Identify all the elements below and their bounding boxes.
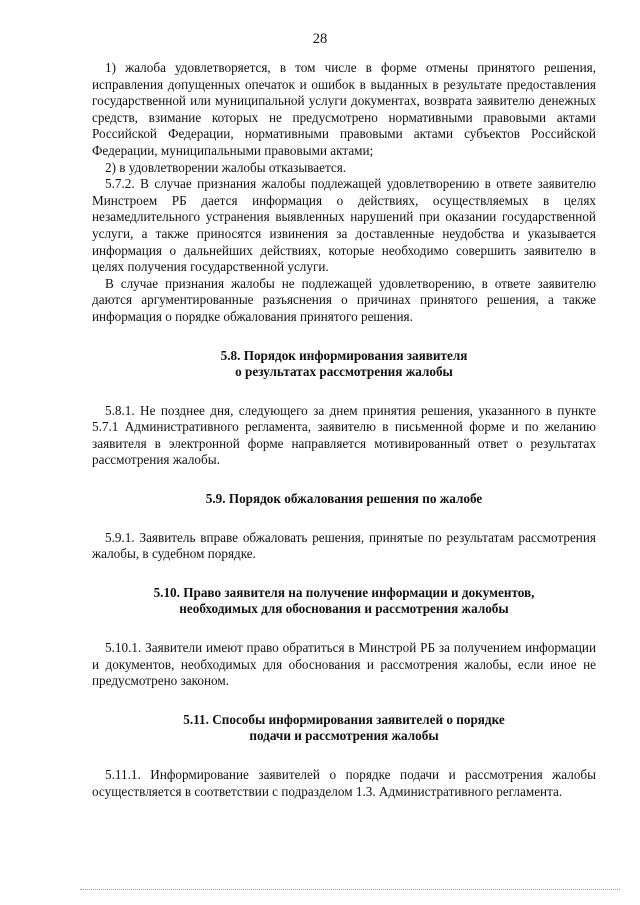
section-heading-5-10 xyxy=(92,585,596,618)
paragraph-5-10-1: 5.10.1. Заявители имеют право обратиться в Минстрой РБ за получением информации и документов, необходимых для обоснования и рассмотрения жалобы, если иное не предусмотрено законом. xyxy=(92,640,596,689)
document-body xyxy=(92,60,596,800)
section-title-line: 5.9. Порядок обжалования решения по жалобе xyxy=(205,491,483,507)
paragraph-complaint-rejected: 2) в удовлетворении жалобы отказывается. xyxy=(105,159,347,175)
section-title-line: 5.8. Порядок информирования заявителя xyxy=(220,347,468,363)
scan-edge-line xyxy=(80,889,620,890)
paragraph-not-satisfied: В случае признания жалобы не подлежащей удовлетворению, в ответе заявителю даются аргументированные разъяснения о причинах принятого решения, а также информация о порядке обжалования принятого решения. xyxy=(92,275,596,324)
paragraph-5-8-1: 5.8.1. Не позднее дня, следующего за днем принятия решения, указанного в пункте 5.7.1 Административного регламента, заявителю в письменной форме и по желанию заявителя в электронной форме направляется мотивированный ответ о результатах рассмотрения жалобы. xyxy=(92,402,596,468)
paragraph-complaint-satisfied: 1) жалоба удовлетворяется, в том числе в форме отмены принятого решения, исправления допущенных опечаток и ошибок в выданных в результате предоставления государственной или муниципальной услуги документах, возврата заявителю денежных средств, взимание которых не предусмотрено нормативными правовыми актами Российской Федерации, нормативными правовыми актами субъектов Российской Федерации, муниципальными правовыми актами; xyxy=(92,60,596,158)
section-heading-5-8 xyxy=(92,348,596,381)
page-number: 28 xyxy=(312,31,328,47)
section-title-line: необходимых для обоснования и рассмотрения жалобы xyxy=(179,601,509,617)
section-title-line: 5.10. Право заявителя на получение информации и документов, xyxy=(153,584,535,600)
section-title-line: о результатах рассмотрения жалобы xyxy=(235,364,453,380)
section-title-line: подачи и рассмотрения жалобы xyxy=(249,728,439,744)
section-heading-5-9 xyxy=(92,491,596,508)
section-title-line: 5.11. Способы информирования заявителей о порядке xyxy=(183,711,505,727)
paragraph-5-7-2: 5.7.2. В случае признания жалобы подлежащей удовлетворению в ответе заявителю Минстроем РБ дается информация о действиях, осуществляемых в целях незамедлительного устранения выявленных нарушений при оказании государственной услуги, а также приносятся извинения за доставленные неудобства и указывается информация о дальнейших действиях, которые необходимо совершить заявителю в целях получения государственной услуги. xyxy=(92,176,596,275)
paragraph-5-11-1: 5.11.1. Информирование заявителей о порядке подачи и рассмотрения жалобы осуществляется в соответствии с подразделом 1.3. Административного регламента. xyxy=(92,767,596,799)
paragraph-5-9-1: 5.9.1. Заявитель вправе обжаловать решения, принятые по результатам рассмотрения жалобы, в судебном порядке. xyxy=(92,529,596,562)
section-heading-5-11 xyxy=(92,712,596,745)
